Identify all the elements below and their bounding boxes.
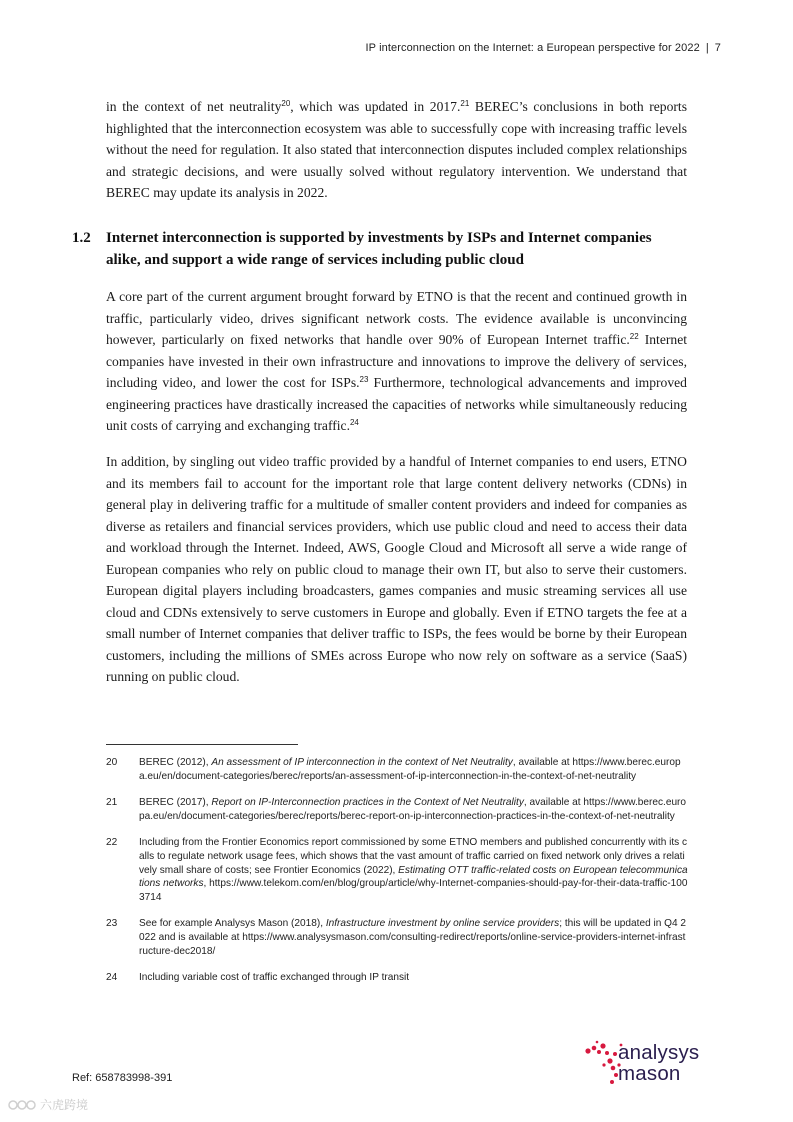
footnote-text-italic: Report on IP-Interconnection practices in the Context of Net Neutrality xyxy=(211,797,524,809)
logo-line-2: mason xyxy=(618,1062,681,1085)
footnote-link[interactable]: ; this will be updated in Q4 2022 and is available at https://www.analysysmason.com/consulting-redirect/reports/online-service-providers-internet-infrastructure-dec2018/ xyxy=(139,918,687,957)
analysys-mason-logo xyxy=(583,1037,733,1087)
footnote-ref-23[interactable]: 23 xyxy=(359,375,369,384)
footnote-text-pre: See for example Analysys Mason (2018), xyxy=(139,918,326,930)
document-reference: Ref: 658783998-391 xyxy=(72,1072,173,1084)
paragraph-2-text-c: Furthermore, technological advancements and improved engineering practices have drastically increased the capacities of networks while simultaneously reducing unit costs of carrying and exchanging traffic. xyxy=(106,375,687,433)
paragraph-2-text-b: Internet companies have invested in their own infrastructure and innovations to improve the delivery of services, including video, and lower the cost for ISPs. xyxy=(106,332,688,390)
paragraph-1-text-b: , which was updated in 2017. xyxy=(290,99,461,114)
paragraph-1-text-a: in the context of net neutrality xyxy=(106,99,282,114)
footnote-text xyxy=(139,756,688,783)
footnote-text xyxy=(139,971,688,985)
paragraph-1 xyxy=(106,96,687,204)
watermark-logo-icon xyxy=(8,1098,36,1112)
footnotes xyxy=(106,756,688,998)
footnote-item xyxy=(106,917,688,958)
footnote-link[interactable]: , available at https://www.berec.europa.eu/en/document-categories/berec/reports/berec-report-on-ip-interconnection-practices-in-the-context-of-net-neutrality xyxy=(139,797,687,822)
logo-line-1: analysys xyxy=(618,1041,700,1064)
header-title: IP interconnection on the Internet: a European perspective for 2022 xyxy=(365,42,700,54)
footnote-text xyxy=(139,796,688,823)
header-separator: | xyxy=(705,42,709,54)
paragraph-2 xyxy=(106,286,687,437)
footnote-ref-20[interactable]: 20 xyxy=(281,99,291,108)
logo-dots-icon xyxy=(583,1037,623,1087)
footnote-item xyxy=(106,796,688,823)
footnote-text-italic: Infrastructure investment by online service providers xyxy=(325,918,560,930)
section-heading xyxy=(72,227,687,271)
footnote-text-pre: Including from the Frontier Economics report commissioned by some ETNO members and published concurrently with its calls to regulate network usage fees, which shows that the vast amount of traffic carried on fixed network only drives a relatively small share of costs; see Frontier Economics (2022), xyxy=(139,837,688,876)
footnote-number: 20 xyxy=(106,757,118,768)
running-header xyxy=(366,42,721,54)
paragraph-2-text-a: A core part of the current argument brought forward by ETNO is that the recent and continued growth in traffic, particularly video, drives significant network costs. The evidence available is unconvincing however, particularly on fixed networks that handle over 90% of European Internet traffic. xyxy=(106,289,687,347)
logo-wordmark xyxy=(618,1042,699,1084)
footnote-number: 21 xyxy=(106,797,118,809)
footnote-link[interactable]: , available at https://www.berec.europa.eu/en/document-categories/berec/reports/an-assessment-of-ip-interconnection-in-the-context-of-net-neutrality xyxy=(139,757,681,782)
footnote-text-pre: BEREC (2017), xyxy=(139,797,212,809)
watermark xyxy=(8,1096,88,1113)
footnote-item xyxy=(106,756,688,783)
footnote-item xyxy=(106,971,688,985)
paragraph-3: In addition, by singling out video traffic provided by a handful of Internet companies to end users, ETNO and its members fail to account for the important role that large content delivery networks (CDNs) in general play in delivering traffic for a multitude of smaller content providers and indeed for companies as diverse as retailers and financial services providers, which use public cloud and need to access their data and workload through the Internet. Indeed, AWS, Google Cloud and Microsoft all serve a wide range of European companies who rely on public cloud to manage their own IT, but also to serve their customers. European digital players including broadcasters, games companies and music streaming services all use cloud and CDNs extensively to serve customers in Europe and globally. Even if ETNO targets the fee at a small number of Internet companies that deliver traffic to ISPs, the fees would be borne by their European customers, including the millions of SMEs across Europe who now rely on software as a service (SaaS) running on public cloud. xyxy=(106,454,687,684)
footnote-link[interactable]: , https://www.telekom.com/en/blog/group/article/why-Internet-companies-should-pay-for-their-data-traffic-1003714 xyxy=(139,878,688,903)
footnote-divider xyxy=(106,744,298,745)
footnote-text-italic: Estimating OTT traffic-related costs on European telecommunications networks xyxy=(139,864,688,890)
footnote-ref-21[interactable]: 21 xyxy=(460,99,470,108)
footnote-text xyxy=(139,917,688,958)
footnote-number: 23 xyxy=(106,918,118,930)
watermark-text: 六虎跨境 xyxy=(40,1098,89,1112)
footnote-text xyxy=(139,836,688,904)
page-number: 7 xyxy=(714,42,721,54)
footnote-ref-24[interactable]: 24 xyxy=(349,418,359,427)
section-title: Internet interconnection is supported by investments by ISPs and Internet companies alike, and support a wide range of services including public cloud xyxy=(106,230,652,268)
footnote-ref-22[interactable]: 22 xyxy=(629,332,639,341)
paragraph-1-text-c: BEREC’s conclusions in both reports highlighted that the interconnection ecosystem was able to successfully cope with increasing traffic levels without the need for regulation. It also stated that interconnection disputes included complex relationships and strategic decisions, and were usually solved without regulatory intervention. We understand that BEREC may update its analysis in 2022. xyxy=(106,99,687,200)
footnote-item xyxy=(106,836,688,904)
footnote-text-pre: BEREC (2012), xyxy=(139,757,212,768)
footnote-text-italic: An assessment of IP interconnection in the context of Net Neutrality xyxy=(211,757,513,768)
footnote-number: 24 xyxy=(106,972,118,984)
section-number: 1.2 xyxy=(72,230,91,246)
footnote-text-pre: Including variable cost of traffic exchanged through IP transit xyxy=(139,972,410,984)
footnote-number: 22 xyxy=(106,837,118,849)
